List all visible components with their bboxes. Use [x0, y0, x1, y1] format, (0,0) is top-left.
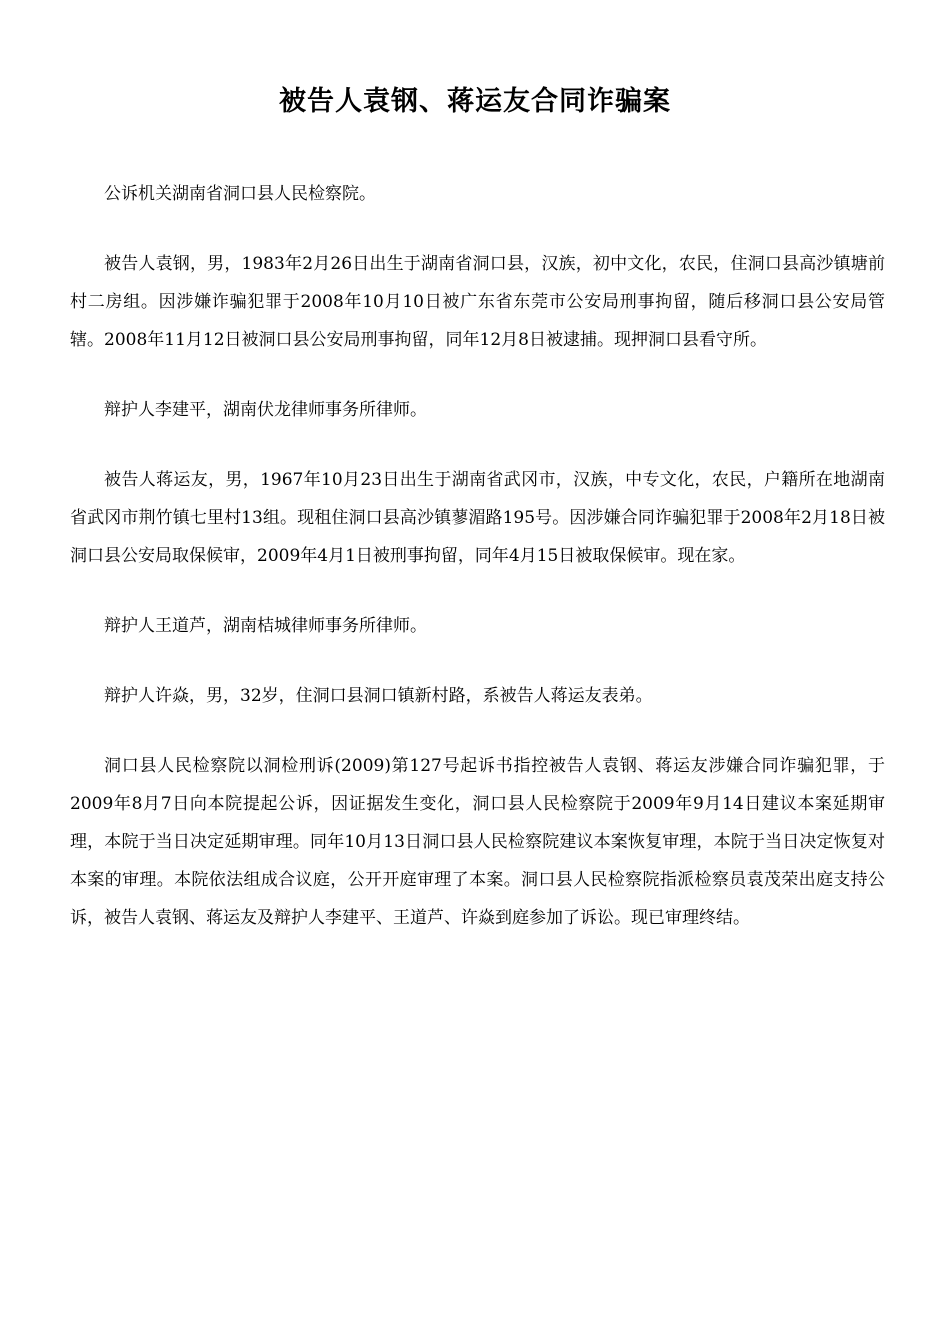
document-body: [70, 175, 885, 969]
paragraph-case-procedure: 洞口县人民检察院以洞检刑诉(2009)第127号起诉书指控被告人袁钢、蒋运友涉嫌合同诈骗犯罪，于2009年8月7日向本院提起公诉，因证据发生变化，洞口县人民检察院于2009年9月14日建议本案延期审理，本院于当日决定延期审理。同年10月13日洞口县人民检察院建议本案恢复审理，本院于当日决定恢复对本案的审理。本院依法组成合议庭，公开开庭审理了本案。洞口县人民检察院指派检察员袁茂荣出庭支持公诉，被告人袁钢、蒋运友及辩护人李建平、王道芦、许焱到庭参加了诉讼。现已审理终结。: [70, 756, 885, 928]
document-title: 被告人袁钢、蒋运友合同诈骗案: [279, 86, 671, 117]
paragraph-defender-xu-yan: 辩护人许焱，男，32岁，住洞口县洞口镇新村路，系被告人蒋运友表弟。: [104, 686, 653, 706]
paragraph-defender-wang-daolu: 辩护人王道芦，湖南桔城律师事务所律师。: [104, 616, 427, 636]
paragraph-defendant-yuan-gang: 被告人袁钢，男，1983年2月26日出生于湖南省洞口县，汉族，初中文化，农民，住洞口县高沙镇塘前村二房组。因涉嫌诈骗犯罪于2008年10月10日被广东省东莞市公安局刑事拘留，随后移洞口县公安局管辖。2008年11月12日被洞口县公安局刑事拘留，同年12月8日被逮捕。现押洞口县看守所。: [70, 254, 885, 350]
paragraph-defender-li-jianping: 辩护人李建平，湖南伏龙律师事务所律师。: [104, 400, 427, 420]
paragraph-defendant-jiang-yunyou: 被告人蒋运友，男，1967年10月23日出生于湖南省武冈市，汉族，中专文化，农民，户籍所在地湖南省武冈市荆竹镇七里村13组。现租住洞口县高沙镇蓼湄路195号。因涉嫌合同诈骗犯罪于2008年2月18日被洞口县公安局取保候审，2009年4月1日被刑事拘留，同年4月15日被取保候审。现在家。: [70, 470, 885, 566]
paragraph-prosecutor: 公诉机关湖南省洞口县人民检察院。: [104, 184, 376, 204]
